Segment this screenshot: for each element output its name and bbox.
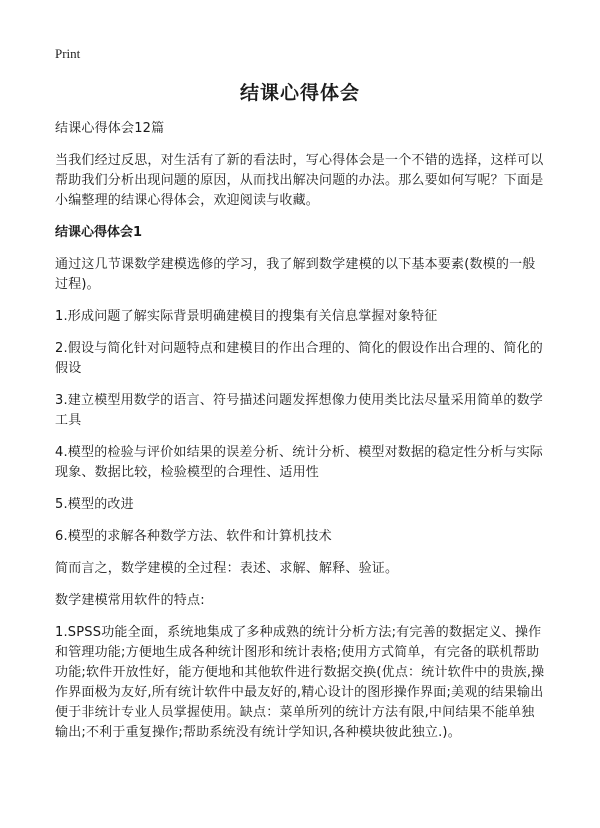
page-title: 结课心得体会 (239, 82, 360, 104)
paragraph-overview: 通过这几节课数学建模选修的学习，我了解到数学建模的以下基本要素(数模的一般过程)。 (55, 257, 536, 292)
print-link[interactable]: Print (55, 46, 81, 61)
paragraph-step-2: 2.假设与简化针对问题特点和建模目的作出合理的、简化的假设作出合理的、简化的假设 (55, 341, 544, 376)
intro-paragraph: 当我们经过反思，对生活有了新的看法时，写心得体会是一个不错的选择，这样可以帮助我们分析出现问题的原因，从而找出解决问题的办法。那么要如何写呢？下面是小编整理的结课心得体会，欢迎阅读与收藏。 (55, 153, 544, 208)
paragraph-software-heading: 数学建模常用软件的特点: (55, 593, 205, 608)
paragraph-step-4: 4.模型的检验与评价如结果的误差分析、统计分析、模型对数据的稳定性分析与实际现象、数据比较，检验模型的合理性、适用性 (55, 445, 544, 480)
paragraph-step-1: 1.形成问题了解实际背景明确建模目的搜集有关信息掌握对象特征 (55, 309, 438, 324)
paragraph-summary: 简而言之，数学建模的全过程：表述、求解、解释、验证。 (55, 561, 399, 576)
paragraph-step-6: 6.模型的求解各种数学方法、软件和计算机技术 (55, 529, 332, 544)
paragraph-step-3: 3.建立模型用数学的语言、符号描述问题发挥想像力使用类比法尽量采用简单的数学工具 (55, 393, 544, 428)
section-title: 结课心得体会1 (55, 225, 143, 240)
paragraph-step-5: 5.模型的改进 (55, 497, 134, 512)
intro-count: 结课心得体会12篇 (55, 121, 165, 136)
paragraph-spss: 1.SPSS功能全面，系统地集成了多种成熟的统计分析方法;有完善的数据定义、操作和管理功能;方便地生成各种统计图形和统计表格;使用方式简单，有完备的联机帮助功能;软件开放性好，能方便地和其他软件进行数据交换(优点：统计软件中的贵族,操作界面极为友好,所有统计软件中最友好的,精心设计的图形操作界面;美观的结果输出便于非统计专业人员掌握使用。缺点：菜单所列的统计方法有限,中间结果不能单独输出;不利于重复操作;帮助系统没有统计学知识,各种模块彼此独立.)。 (55, 625, 545, 740)
document-page (55, 78, 545, 755)
